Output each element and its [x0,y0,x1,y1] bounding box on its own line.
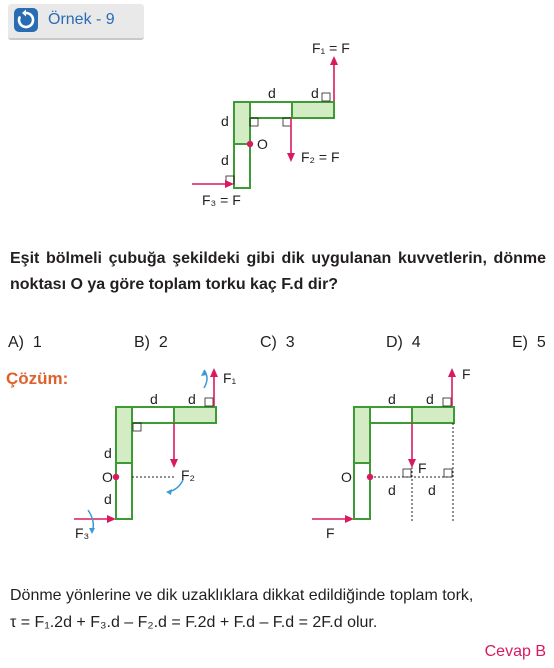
f-label: F [462,366,471,382]
choice-a: A) 1 [8,334,42,351]
d-label: d [311,85,319,101]
choice-c: C) 3 [260,334,295,351]
example-title: Örnek - 9 [48,11,115,28]
solution-label: Çözüm: [6,369,69,388]
d-label: d [104,491,112,507]
f-label: F [418,460,427,476]
solution-right-figure [312,366,471,541]
choice-d: D) 4 [386,334,421,351]
solution-equation: τ = F₁.2d + F₃.d – F₂.d = F.2d + F.d – F.d = 2F.d olur. [10,614,378,631]
d-label: d [388,482,396,498]
d-label: d [221,113,229,129]
o-label: O [257,136,268,152]
d-label: d [150,391,158,407]
o-label: O [102,469,113,485]
f2-label: F₂ [181,467,195,483]
main-figure [0,0,554,230]
answer-label: Cevap B [484,643,546,660]
d-label: d [428,482,436,498]
o-label: O [341,469,352,485]
d-label: d [104,445,112,461]
solution-figures [0,360,554,570]
pivot-point [113,474,119,480]
d-label: d [426,391,434,407]
choice-b: B) 2 [134,334,168,351]
solution-text: Dönme yönlerine ve dik uzaklıklara dikkat edildiğinde toplam tork, [10,587,474,604]
d-label: d [188,391,196,407]
solution-left-figure [74,368,237,541]
d-label: d [388,391,396,407]
rod [226,93,334,188]
d-label: d [221,152,229,168]
d-label: d [268,85,276,101]
f2-label: F₂ = F [301,149,340,165]
f1-label: F₁ = F [312,40,350,56]
f3-label: F₃ = F [202,192,241,208]
pivot-point [247,141,253,147]
f-label: F [326,525,335,541]
f1-label: F₁ [223,370,237,386]
f3-label: F₃ [75,525,90,541]
pivot-point [367,474,373,480]
choice-e: E) 5 [512,334,546,351]
question-text: Eşit bölmeli çubuğa şekildeki gibi dik uygulanan kuvvetlerin, dönme noktası O ya göre toplam torku kaç F.d dir? [10,250,546,293]
